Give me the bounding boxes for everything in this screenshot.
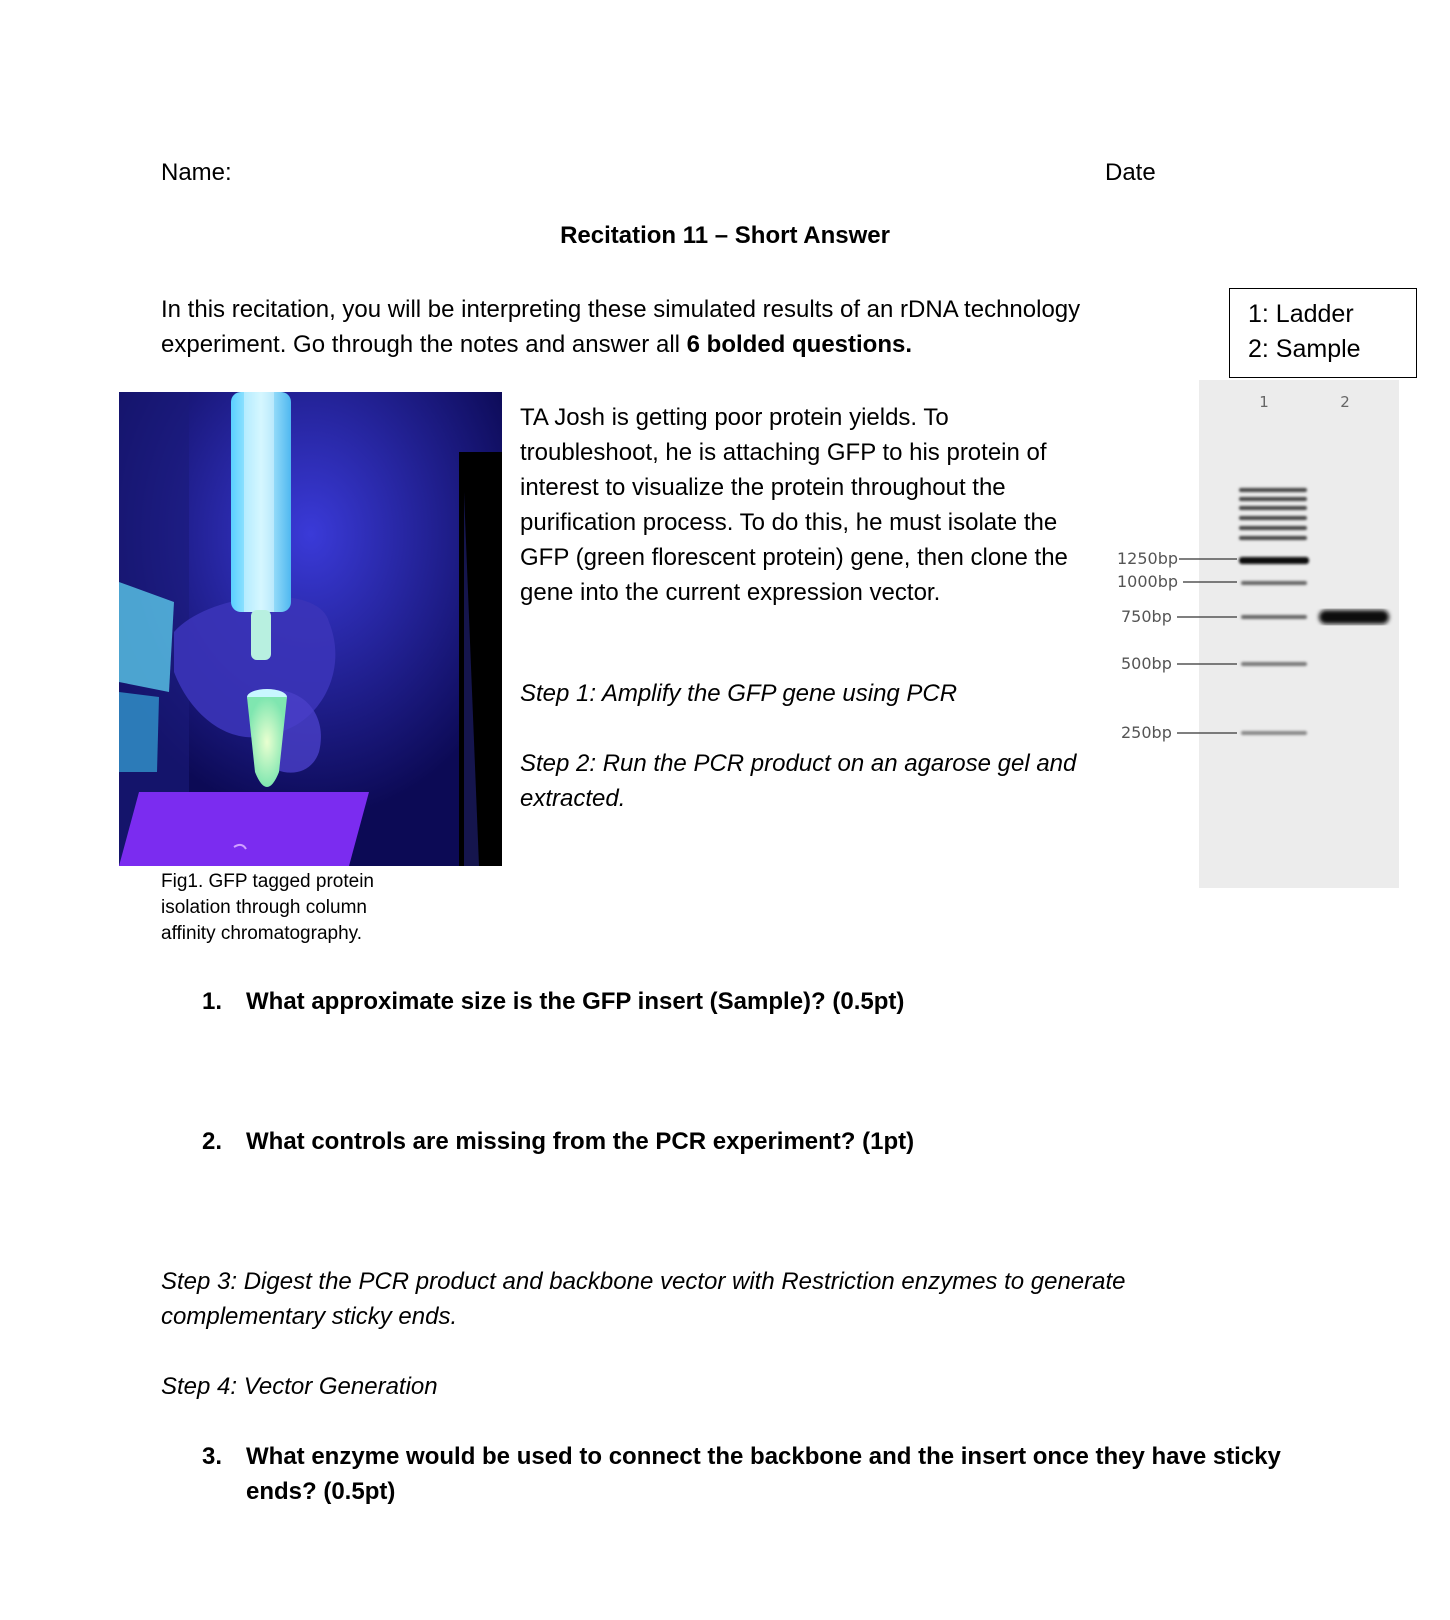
marker-label-1000bp: 1000bp [1117,572,1179,591]
ladder-band-1000bp [1241,581,1307,585]
step-2: Step 2: Run the PCR product on an agarose gel and extracted. [520,750,1077,812]
date-label: Date [1105,159,1156,186]
question-text: What approximate size is the GFP insert (Sample)? (0.5pt) [246,988,905,1015]
ladder-band-upper-3 [1239,506,1307,510]
ladder-band-upper-1 [1239,488,1307,492]
ladder-band-upper-6 [1239,536,1307,540]
question-number: 1. [202,988,223,1015]
gel-background [1199,380,1399,888]
legend-item-ladder: 1: Ladder [1248,300,1354,328]
marker-label-1250bp: 1250bp [1117,549,1179,568]
ladder-band-250bp [1241,731,1307,735]
ladder-band-upper-2 [1239,497,1307,501]
ladder-band-upper-4 [1239,516,1307,520]
gfp-column-photo [119,392,502,866]
question-number: 3. [202,1443,223,1470]
figure-caption: Fig1. GFP tagged protein isolation through column affinity chromatography. [161,871,374,944]
step-3: Step 3: Digest the PCR product and backbone vector with Restriction enzymes to generate complementary sticky ends. [161,1268,1126,1330]
marker-label-250bp: 250bp [1121,723,1172,742]
marker-label-750bp: 750bp [1121,607,1172,626]
agarose-gel [1103,378,1423,888]
ladder-band-750bp [1241,615,1307,619]
question-text: What enzyme would be used to connect the backbone and the insert once they have sticky ends? (0.5pt) [246,1443,1281,1505]
name-label: Name: [161,159,232,186]
sample-band-750bp [1319,610,1389,624]
question-number: 2. [202,1128,223,1155]
page-title: Recitation 11 – Short Answer [560,222,890,249]
intro-text: In this recitation, you will be interpreting these simulated results of an rDNA technology experiment. Go through the notes and answer all [161,296,1081,358]
question-text: What controls are missing from the PCR experiment? (1pt) [246,1128,915,1155]
intro-bold-text: 6 bolded questions. [686,331,913,358]
gel-legend-box [1229,288,1417,378]
lane-label-1: 1 [1259,393,1269,411]
body-paragraph: TA Josh is getting poor protein yields. To troubleshoot, he is attaching GFP to his protein of interest to visualize the protein throughout the purification process. To do this, he must isolate the GFP (green florescent protein) gene, then clone the gene into the current expression vector. [520,404,1068,606]
ladder-band-upper-5 [1239,526,1307,530]
ladder-band-1250bp [1239,557,1309,564]
step-4: Step 4: Vector Generation [161,1373,438,1400]
marker-label-500bp: 500bp [1121,654,1172,673]
step-1: Step 1: Amplify the GFP gene using PCR [520,680,958,707]
intro-paragraph [161,292,1191,362]
legend-item-sample: 2: Sample [1248,335,1361,363]
ladder-band-500bp [1241,662,1307,666]
lane-label-2: 2 [1340,393,1350,411]
